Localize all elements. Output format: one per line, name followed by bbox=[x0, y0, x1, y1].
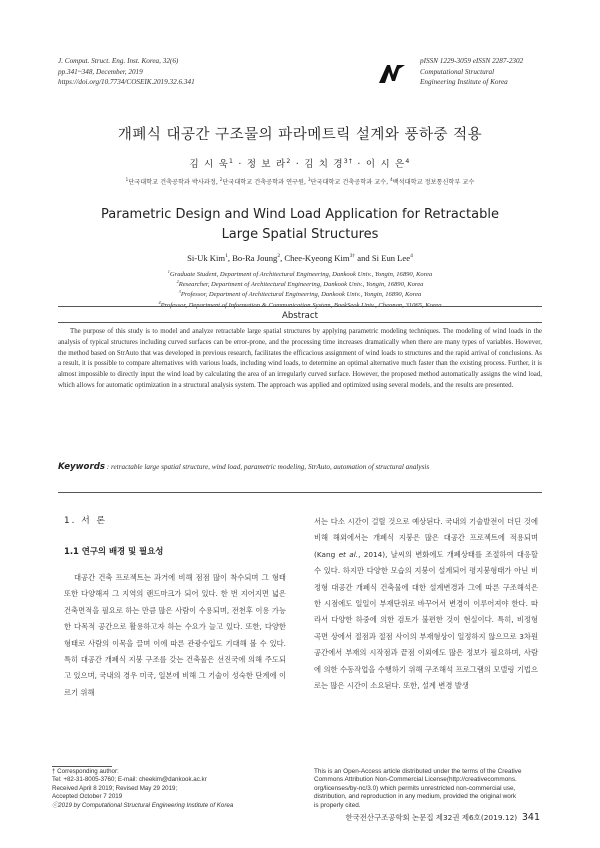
body-text-right: 서는 다소 시간이 걸릴 것으로 예상된다. 국내의 기술발전이 더딘 것에 비해 해외에서는 개폐식 지붕은 많은 대공간 프로젝트에 적용되며(Kang et al., 2014), 날씨의 변화에도 개폐상태를 조절하여 대응할 수 있다. 하지만 다양한 모습의 지붕이 설계되어 평지붕형태가 아닌 비정형 대공간 개폐식 건축물에 대한 설계변경과 그에 따른 구조해석은 한 시점에도 일일이 부재단위로 바꾸어서 변경이 이루어져야 한다. 따라서 다양한 하중에 의한 검토가 불편한 것이 현실이다. 특히, 비정형 곡면 상에서 절점과 절점 사이의 부재형상이 일정하지 않으므로 3차원 공간에서 부재의 시작점과 끝점 이외에도 많은 정보가 필요하며, 사람에 의한 수동작업을 수행하기 위해 구조해석 프로그램의 모델링 기법으로는 많은 시간이 소요된다. 또한, 설계 변경 발생 bbox=[314, 517, 538, 691]
authors-korean: 김 시 욱$^1$ · 정 보 라$^2$ · 김 치 경$^{3\dagger}$ · 이 시 은$^4$ bbox=[189, 157, 411, 170]
citation-line: pp.341~348, December, 2019 bbox=[58, 67, 143, 76]
title-line: Parametric Design and Wind Load Application for Retractable bbox=[101, 207, 499, 222]
cosik-logo-icon bbox=[379, 63, 405, 83]
title-korean: 개폐식 대공간 구조물의 파라메트릭 설계와 풍하중 적용 bbox=[117, 127, 483, 143]
publisher-line: Computational Structural bbox=[420, 67, 495, 76]
keywords-text: : retractable large spatial structure, wind load, parametric modeling, StrAuto, automation of structural analysis bbox=[106, 463, 430, 471]
page-number: 341 bbox=[521, 812, 540, 823]
author-name: Chee-Kyeong Kim bbox=[284, 253, 350, 263]
author-sup: 4 bbox=[405, 157, 411, 165]
author-sup: 3† bbox=[343, 157, 354, 165]
affiliation: 단국대학교 건축공학과 박사과정, bbox=[128, 179, 218, 186]
affiliation-line: $^1$Graduate Student, Department of Architectural Engineering, Dankook Univ., Yongin, 16890, Korea bbox=[167, 268, 433, 278]
publisher-line: Engineering Institute of Korea bbox=[420, 78, 508, 86]
title-english bbox=[0, 205, 600, 245]
issn-line: pISSN 1229-3059 eISSN 2287-2302 bbox=[420, 57, 524, 65]
author-sup: 1 bbox=[229, 157, 235, 165]
keywords-label: Keywords bbox=[58, 462, 105, 472]
footnote-correspondence: † Corresponding author: Tel: +82-31-8005-3760; E-mail: cheekim@dankook.ac.kr Received April 8 2019; Revised May 29 2019; Accepted October 7 2019 ⓒ2019 by Computational Structural Engineering Institute of Korea bbox=[52, 768, 292, 810]
affiliation: 단국대학교 건축공학과 교수, bbox=[310, 179, 389, 186]
title-line: Large Spatial Structures bbox=[221, 227, 379, 242]
abstract-heading: Abstract bbox=[281, 311, 319, 321]
abstract-text: The purpose of this study is to model and analyze retractable large spatial structures by applying parametric modeling techniques. The modeling of wind loads in the analysis of typical structures including curved surfaces can be error-prone, and the processing time increases dramatically when there are many types of variables. However, the method based on StrAuto that was developed in previous research, facilitates the efficacious assignment of wind loads to structures and the rapid arrival of conclusions. As a result, it is possible to compare alternatives with various loads, including wind loads, to determine an optimal alternative much faster than the existing process. Further, it is almost impossible to directly input the wind load by calculating the area of an irregularly curved surface. However, the proposed method automatically assigns the wind load, which allows for automatic optimization in a structural analysis system. The approach was applied and optimized using several models, and the results are presented. bbox=[58, 328, 542, 389]
body-text-left: 대공간 건축 프로젝트는 과거에 비해 점점 많이 착수되며 그 형태 또한 다양해져 그 지역의 랜드마크가 되어 있다. 한 번 지어지면 넓은 건축면적을 필요로 하는 만큼 많은 사람이 수용되며, 전천후 이용 가능한 다목적 공간으로 활용하고자 하는 수요가 늘고 있다. 또한, 다양한 형태로 사람의 이목을 끌며 이에 따른 관광수입도 기대해 볼 수 있다. 특히 대공간 개폐식 지붕 구조를 갖는 건축물은 선진국에 의해 주도되고 있으며, 국내의 경우 미국, 일본에 비해 그 기술이 성숙한 단계에 이르기 위해 bbox=[64, 573, 286, 697]
authors-english: Si-Uk Kim$^1$, Bo-Ra Joung$^2$, Chee-Kyeong Kim$^{3\dagger}$ and Si Eun Lee$^4$ bbox=[187, 253, 413, 263]
author-name: Si-Uk Kim bbox=[187, 253, 226, 263]
subsection-heading: 1.1 연구의 배경 및 필요성 bbox=[64, 546, 164, 556]
author-name: Bo-Ra Joung bbox=[232, 253, 278, 263]
footer-journal: 한국전산구조공학회 논문집 제32권 제6호(2019.12) bbox=[345, 813, 518, 822]
author-name: 이 시 은 bbox=[365, 159, 406, 170]
journal-citation bbox=[58, 56, 195, 88]
affiliation: 단국대학교 건축공학과 연구원, bbox=[222, 179, 306, 186]
author-name: 김 시 욱 bbox=[189, 159, 230, 170]
affiliations-english bbox=[0, 270, 600, 311]
affiliation: 백석대학교 정보통신학부 교수 bbox=[392, 179, 475, 186]
affiliations-korean: $^1$단국대학교 건축공학과 박사과정, $^2$단국대학교 건축공학과 연구원, $^3$단국대학교 건축공학과 교수, $^4$백석대학교 정보통신학부 교수 bbox=[125, 176, 475, 186]
issn-block bbox=[420, 56, 523, 88]
footnote-license: This is an Open-Access article distributed under the terms of the Creative Commons Attribution Non-Commercial License(http://creativecommons. org/licenses/by-nc/3.0) which permits unrestricted non-commercial use, distribution, and reproduction in any medium, provided the original work is properly cited. bbox=[314, 768, 522, 809]
affiliation-line: $^2$Researcher, Department of Architectural Engineering, Dankook Univ., Yongin, 16890, Korea bbox=[176, 279, 424, 289]
divider bbox=[58, 306, 542, 307]
author-sup: 2 bbox=[286, 157, 292, 165]
author-name: 정 보 라 bbox=[246, 159, 287, 170]
divider bbox=[58, 322, 542, 323]
author-name: 김 치 경 bbox=[304, 159, 344, 170]
doi-link[interactable]: https://doi.org/10.7734/COSEIK.2019.32.6.341 bbox=[58, 78, 195, 86]
section-heading: 1. 서 론 bbox=[64, 516, 107, 526]
contact-email[interactable]: Tel: +82-31-8005-3760; E-mail: cheekim@dankook.ac.kr bbox=[52, 776, 207, 784]
footnote-divider bbox=[52, 766, 112, 767]
citation-line: J. Comput. Struct. Eng. Inst. Korea, 32(6) bbox=[58, 57, 179, 65]
affiliation-line: $^3$Professor, Department of Architectural Engineering, Dankook Univ., Yongin, 16890, Korea bbox=[178, 289, 422, 299]
keywords bbox=[58, 462, 542, 473]
conjunction: and bbox=[357, 253, 370, 263]
page-footer bbox=[300, 812, 540, 823]
divider bbox=[58, 492, 542, 493]
affiliation-line: $^4$Professor, Department of Information & Communication System, BaekSeok Univ., Cheonan, 31065, Korea bbox=[158, 299, 442, 309]
author-name: Si Eun Lee bbox=[371, 253, 411, 263]
